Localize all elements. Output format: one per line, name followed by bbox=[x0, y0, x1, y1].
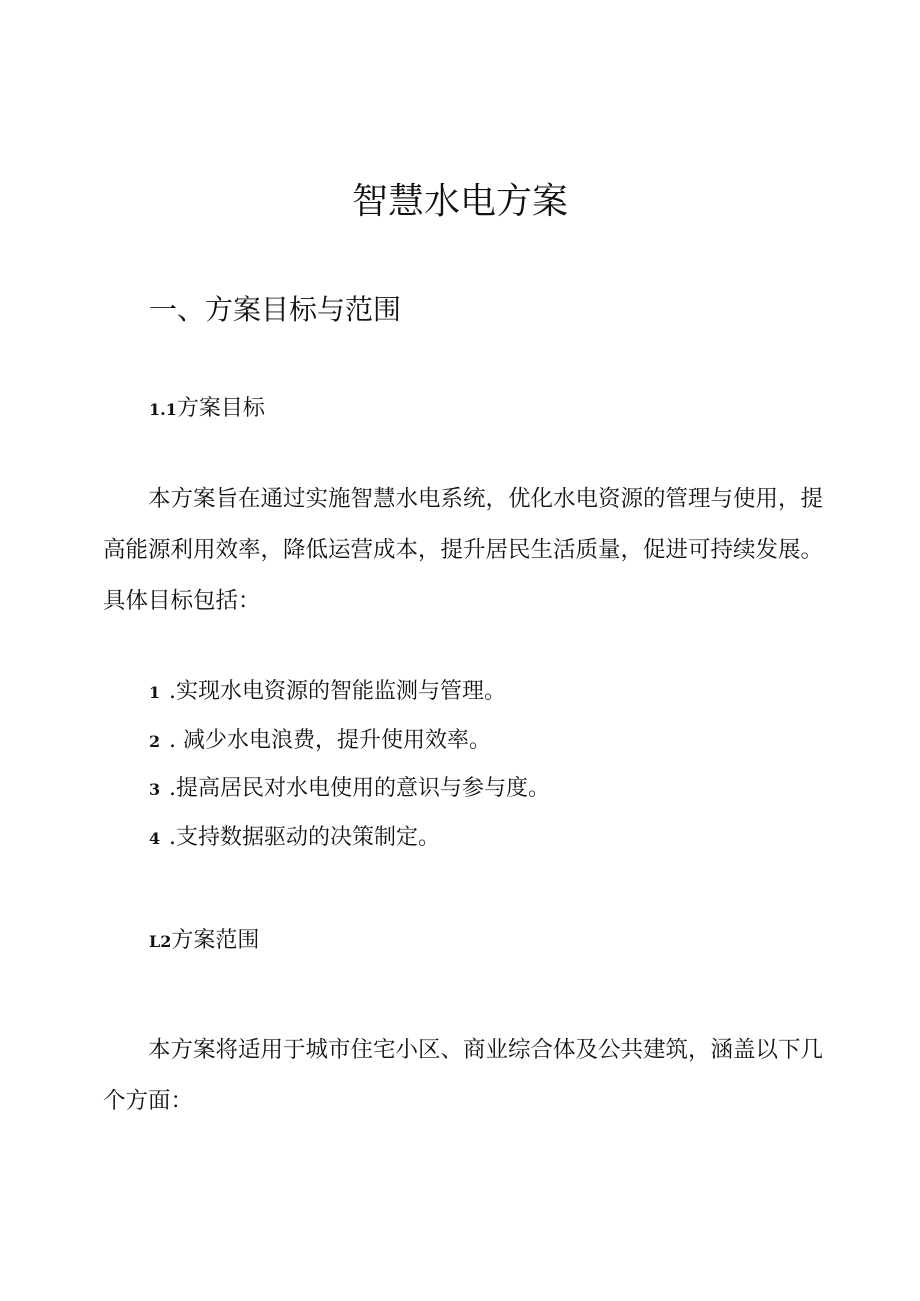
subsection-heading-1-2 bbox=[149, 926, 259, 957]
list-item bbox=[149, 774, 550, 823]
list-item-number: 4 bbox=[149, 828, 161, 848]
list-item bbox=[149, 823, 550, 872]
subsection-title: 方案目标 bbox=[176, 396, 265, 421]
list-item-text: .支持数据驱动的决策制定。 bbox=[169, 824, 440, 850]
subsection-number: 1.1 bbox=[149, 400, 177, 419]
list-item-text: .提高居民对水电使用的意识与参与度。 bbox=[169, 776, 550, 801]
list-item-text: . 减少水电浪费，提升使用效率。 bbox=[169, 727, 491, 753]
document-title: 智慧水电方案 bbox=[351, 181, 568, 222]
list-item bbox=[149, 677, 550, 726]
subsection-title: 方案范围 bbox=[171, 928, 260, 953]
list-item bbox=[149, 726, 550, 775]
scope-paragraph: 本方案将适用于城市住宅小区、商业综合体及公共建筑，涵盖以下几个方面： bbox=[103, 1037, 824, 1114]
goal-list bbox=[149, 677, 550, 871]
list-item-text: .实现水电资源的智能监测与管理。 bbox=[169, 679, 506, 704]
subsection-heading-1-1 bbox=[149, 394, 265, 425]
section-heading: 一、方案目标与范围 bbox=[149, 293, 402, 326]
list-item-number: 3 bbox=[149, 780, 161, 799]
list-item-number: 1 bbox=[149, 683, 161, 702]
subsection-number: L2 bbox=[149, 932, 172, 951]
list-item-number: 2 bbox=[149, 731, 161, 751]
goal-paragraph: 本方案旨在通过实施智慧水电系统，优化水电资源的管理与使用，提高能源利用效率，降低运营成本，提升居民生活质量，促进可持续发展。具体目标包括： bbox=[103, 486, 824, 614]
